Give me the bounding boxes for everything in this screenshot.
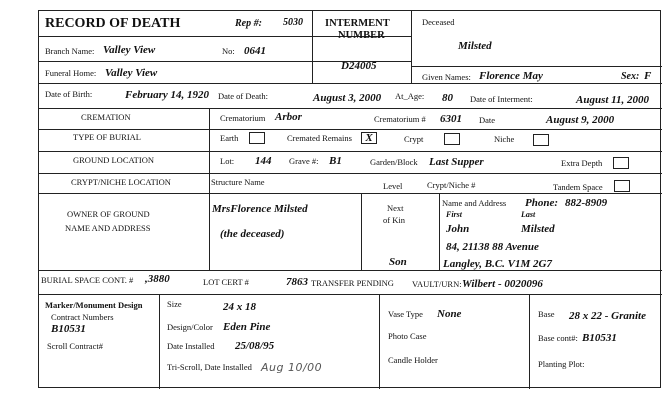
divider bbox=[39, 129, 662, 130]
interment-number: D24005 bbox=[341, 60, 377, 72]
deceased-surname: Milsted bbox=[458, 40, 492, 52]
grave-value: B1 bbox=[329, 155, 342, 167]
lot-cert-value: 7863 bbox=[286, 276, 308, 288]
crypt-checkbox[interactable] bbox=[444, 133, 460, 145]
rep-value: 5030 bbox=[283, 17, 303, 28]
base-contract-label: Base cont#: bbox=[538, 333, 578, 343]
no-value: 0641 bbox=[244, 45, 266, 57]
owner-label: OWNER OF GROUND bbox=[67, 209, 150, 219]
dod-label: Date of Death: bbox=[218, 91, 269, 101]
given-names-value: Florence May bbox=[479, 70, 543, 82]
crematorium-number-value: 6301 bbox=[440, 113, 462, 125]
size-value: 24 x 18 bbox=[223, 301, 256, 313]
sex-value: F bbox=[644, 70, 652, 82]
garden-value: Last Supper bbox=[429, 156, 484, 168]
divider bbox=[39, 108, 662, 109]
divider bbox=[439, 193, 440, 270]
vase-type-value: None bbox=[437, 308, 462, 320]
branch-value: Valley View bbox=[103, 44, 156, 56]
base-value: 28 x 22 - Granite bbox=[569, 310, 646, 322]
cremated-label: Cremated Remains bbox=[287, 133, 352, 143]
earth-checkbox[interactable] bbox=[249, 132, 265, 144]
divider bbox=[39, 83, 662, 84]
divider bbox=[39, 270, 662, 271]
crematorium-label: Crematorium bbox=[220, 113, 266, 123]
doi-value: August 11, 2000 bbox=[576, 94, 650, 106]
tandem-space-checkbox[interactable] bbox=[614, 180, 630, 192]
size-label: Size bbox=[167, 299, 182, 309]
divider bbox=[39, 193, 662, 194]
divider bbox=[411, 66, 662, 67]
contract-numbers-label: Contract Numbers bbox=[51, 312, 114, 322]
no-label: No: bbox=[222, 46, 235, 56]
crematorium-value: Arbor bbox=[275, 111, 302, 123]
next-of-kin-label: of Kin bbox=[383, 215, 405, 225]
age-value: 80 bbox=[442, 92, 453, 104]
divider bbox=[379, 294, 380, 389]
burial-type-label: TYPE OF BURIAL bbox=[73, 132, 142, 142]
kin-street: 84, 21138 88 Avenue bbox=[446, 241, 539, 253]
record-of-death-card bbox=[38, 10, 661, 388]
lot-value: 144 bbox=[255, 155, 272, 167]
interment-label: NUMBER bbox=[338, 30, 385, 41]
niche-checkbox[interactable] bbox=[533, 134, 549, 146]
divider bbox=[411, 11, 412, 83]
ground-location-label: GROUND LOCATION bbox=[73, 155, 154, 165]
deceased-label: Deceased bbox=[422, 17, 455, 27]
last-name-label: Last bbox=[521, 210, 536, 219]
burial-space-value: ,3880 bbox=[145, 273, 170, 285]
sex-label: Sex: bbox=[621, 71, 640, 82]
base-label: Base bbox=[538, 309, 555, 319]
tandem-space-label: Tandem Space bbox=[553, 182, 603, 192]
base-contract-value: B10531 bbox=[582, 332, 617, 344]
garden-label: Garden/Block bbox=[370, 157, 418, 167]
niche-label: Niche bbox=[494, 134, 515, 144]
crypt-label: Crypt bbox=[404, 134, 424, 144]
branch-label: Branch Name: bbox=[45, 46, 95, 56]
dob-label: Date of Birth: bbox=[45, 89, 93, 99]
extra-depth-label: Extra Depth bbox=[561, 158, 603, 168]
age-label: At_Age: bbox=[395, 91, 425, 101]
earth-label: Earth bbox=[220, 133, 239, 143]
owner-label: NAME AND ADDRESS bbox=[65, 223, 151, 233]
rep-label: Rep #: bbox=[235, 18, 262, 29]
crypt-location-label: CRYPT/NICHE LOCATION bbox=[71, 177, 171, 187]
divider bbox=[312, 11, 313, 83]
divider bbox=[159, 294, 160, 389]
funeral-home-label: Funeral Home: bbox=[45, 68, 97, 78]
candle-holder-label: Candle Holder bbox=[388, 355, 438, 365]
owner-name: MrsFlorence Milsted bbox=[212, 203, 308, 215]
divider bbox=[529, 294, 530, 389]
crematorium-number-label: Crematorium # bbox=[374, 114, 426, 124]
extra-depth-checkbox[interactable] bbox=[613, 157, 629, 169]
divider bbox=[209, 108, 210, 270]
planting-plot-label: Planting Plot: bbox=[538, 359, 585, 369]
marker-design-label: Marker/Monument Design bbox=[45, 300, 143, 310]
lot-cert-label: LOT CERT # bbox=[203, 277, 249, 287]
phone-label: Phone: bbox=[525, 197, 558, 209]
lot-label: Lot: bbox=[220, 156, 235, 166]
divider bbox=[39, 294, 662, 295]
dob-value: February 14, 1920 bbox=[125, 89, 210, 101]
vault-label: VAULT/URN: bbox=[412, 279, 462, 289]
divider bbox=[361, 193, 362, 270]
design-color-label: Design/Color bbox=[167, 322, 213, 332]
kin-first-name: John bbox=[446, 223, 470, 235]
tri-scroll-value: Aug 10/00 bbox=[261, 361, 323, 374]
date-installed-value: 25/08/95 bbox=[235, 340, 275, 352]
divider bbox=[39, 151, 662, 152]
level-label: Level bbox=[383, 181, 403, 191]
phone-value: 882-8909 bbox=[565, 197, 608, 209]
divider bbox=[39, 173, 662, 174]
crypt-niche-number-label: Crypt/Niche # bbox=[427, 180, 476, 190]
grave-label: Grave #: bbox=[289, 156, 319, 166]
interment-label: INTERMENT bbox=[325, 18, 390, 29]
kin-relation: Son bbox=[389, 256, 407, 268]
record-title: RECORD OF DEATH bbox=[45, 16, 181, 31]
owner-note: (the deceased) bbox=[220, 228, 285, 240]
funeral-home-value: Valley View bbox=[105, 67, 158, 79]
dod-value: August 3, 2000 bbox=[313, 92, 382, 104]
kin-city: Langley, B.C. V1M 2G7 bbox=[443, 258, 552, 270]
vault-value: Wilbert - 0020096 bbox=[462, 278, 543, 290]
scroll-contract-label: Scroll Contract# bbox=[47, 341, 103, 351]
given-names-label: Given Names: bbox=[422, 72, 471, 82]
first-name-label: First bbox=[446, 210, 463, 219]
burial-space-label: BURIAL SPACE CONT. # bbox=[41, 275, 134, 285]
cremation-date-value: August 9, 2000 bbox=[546, 114, 615, 126]
next-of-kin-label: Next bbox=[387, 203, 404, 213]
contract-number-value: B10531 bbox=[51, 323, 86, 335]
transfer-pending-label: TRANSFER PENDING bbox=[311, 278, 394, 288]
vase-type-label: Vase Type bbox=[388, 309, 423, 319]
date-installed-label: Date Installed bbox=[167, 341, 215, 351]
cremation-date-label: Date bbox=[479, 115, 496, 125]
tri-scroll-label: Tri-Scroll, Date Installed bbox=[167, 362, 252, 372]
cremation-label: CREMATION bbox=[81, 112, 131, 122]
photo-case-label: Photo Case bbox=[388, 331, 427, 341]
design-color-value: Eden Pine bbox=[223, 321, 271, 333]
kin-last-name: Milsted bbox=[521, 223, 555, 235]
name-address-label: Name and Address bbox=[442, 198, 507, 208]
structure-name-label: Structure Name bbox=[211, 177, 265, 187]
cremated-checkbox[interactable]: X bbox=[361, 132, 377, 144]
doi-label: Date of Interment: bbox=[470, 94, 533, 104]
